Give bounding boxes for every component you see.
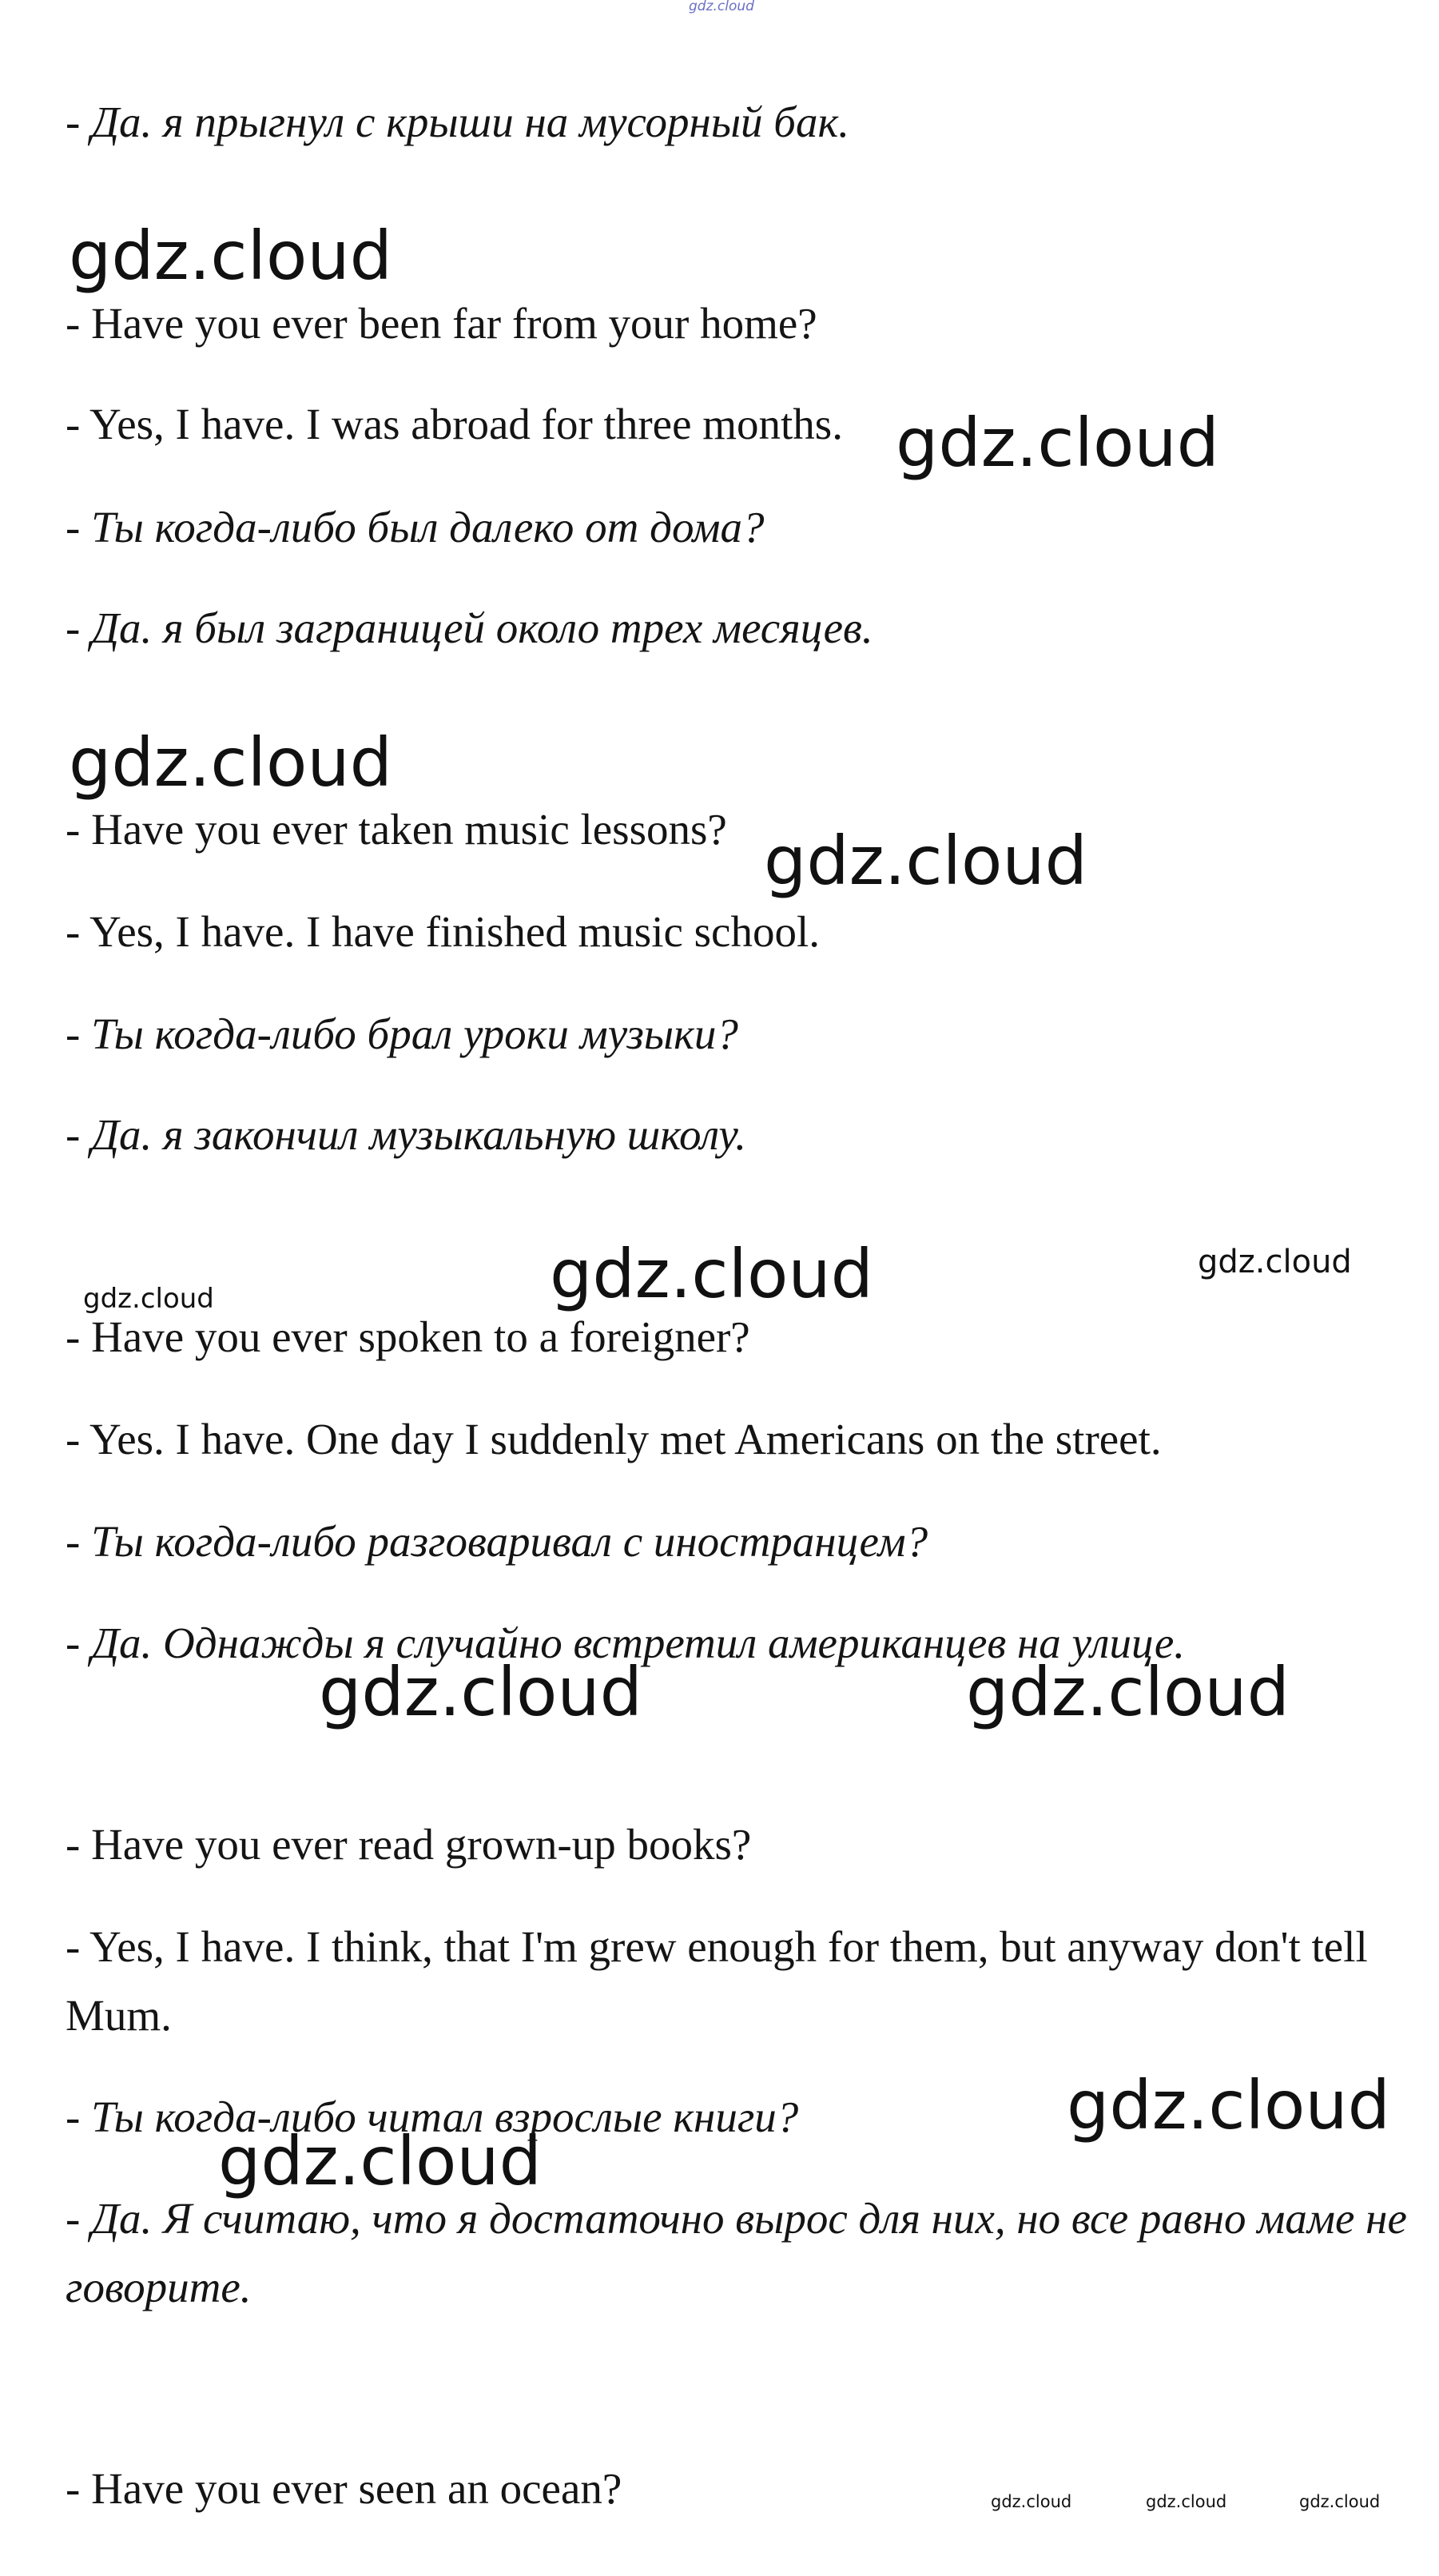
answer-en-4: - Yes. I have. One day I suddenly met Americans on the street. (66, 1415, 1162, 1463)
watermark: gdz.cloud (218, 2122, 542, 2200)
answer-en-2: - Yes, I have. I was abroad for three months. (66, 400, 843, 448)
watermark: gdz.cloud (966, 1653, 1290, 1731)
watermark: gdz.cloud (764, 822, 1087, 900)
watermark: gdz.cloud (991, 2492, 1072, 2511)
question-ru-5: - Ты когда-либо читал взрослые книги? (66, 2092, 799, 2141)
answer-en-3: - Yes, I have. I have finished music school. (66, 907, 820, 956)
question-ru-2: - Ты когда-либо был далеко от дома? (66, 503, 765, 551)
answer-ru-4: - Да. Однажды я случайно встретил американцев на улице. (66, 1618, 1185, 1667)
watermark: gdz.cloud (83, 1283, 214, 1315)
watermark: gdz.cloud (1067, 2066, 1390, 2144)
question-ru-4: - Ты когда-либо разговаривал с иностранцем? (66, 1517, 928, 1566)
question-en-3: - Have you ever taken music lessons? (66, 805, 727, 854)
answer-ru-1: - Да. я прыгнул с крыши на мусорный бак. (66, 98, 849, 146)
watermark: gdz.cloud (1198, 1244, 1352, 1280)
answer-ru-5: - Да. Я считаю, что я достаточно вырос для них, но все равно маме не говорите. (66, 2194, 1407, 2311)
watermark: gdz.cloud (69, 217, 392, 295)
watermark: gdz.cloud (1299, 2492, 1381, 2511)
watermark: gdz.cloud (69, 723, 392, 802)
watermark: gdz.cloud (896, 404, 1219, 482)
answer-ru-3: - Да. я закончил музыкальную школу. (66, 1110, 747, 1159)
watermark-top: gdz.cloud (689, 0, 754, 14)
watermark: gdz.cloud (319, 1653, 642, 1731)
question-ru-3: - Ты когда-либо брал уроки музыки? (66, 1009, 738, 1058)
question-en-2: - Have you ever been far from your home? (66, 299, 817, 348)
answer-ru-2: - Да. я был заграницей около трех месяцев. (66, 603, 873, 652)
question-en-6: - Have you ever seen an ocean? (66, 2464, 622, 2513)
watermark: gdz.cloud (550, 1235, 873, 1313)
question-en-4: - Have you ever spoken to a foreigner? (66, 1312, 750, 1361)
watermark: gdz.cloud (1146, 2492, 1227, 2511)
question-en-5: - Have you ever read grown-up books? (66, 1820, 752, 1869)
answer-en-5: - Yes, I have. I think, that I'm grew enough for them, but anyway don't tell Mum. (66, 1922, 1368, 2040)
